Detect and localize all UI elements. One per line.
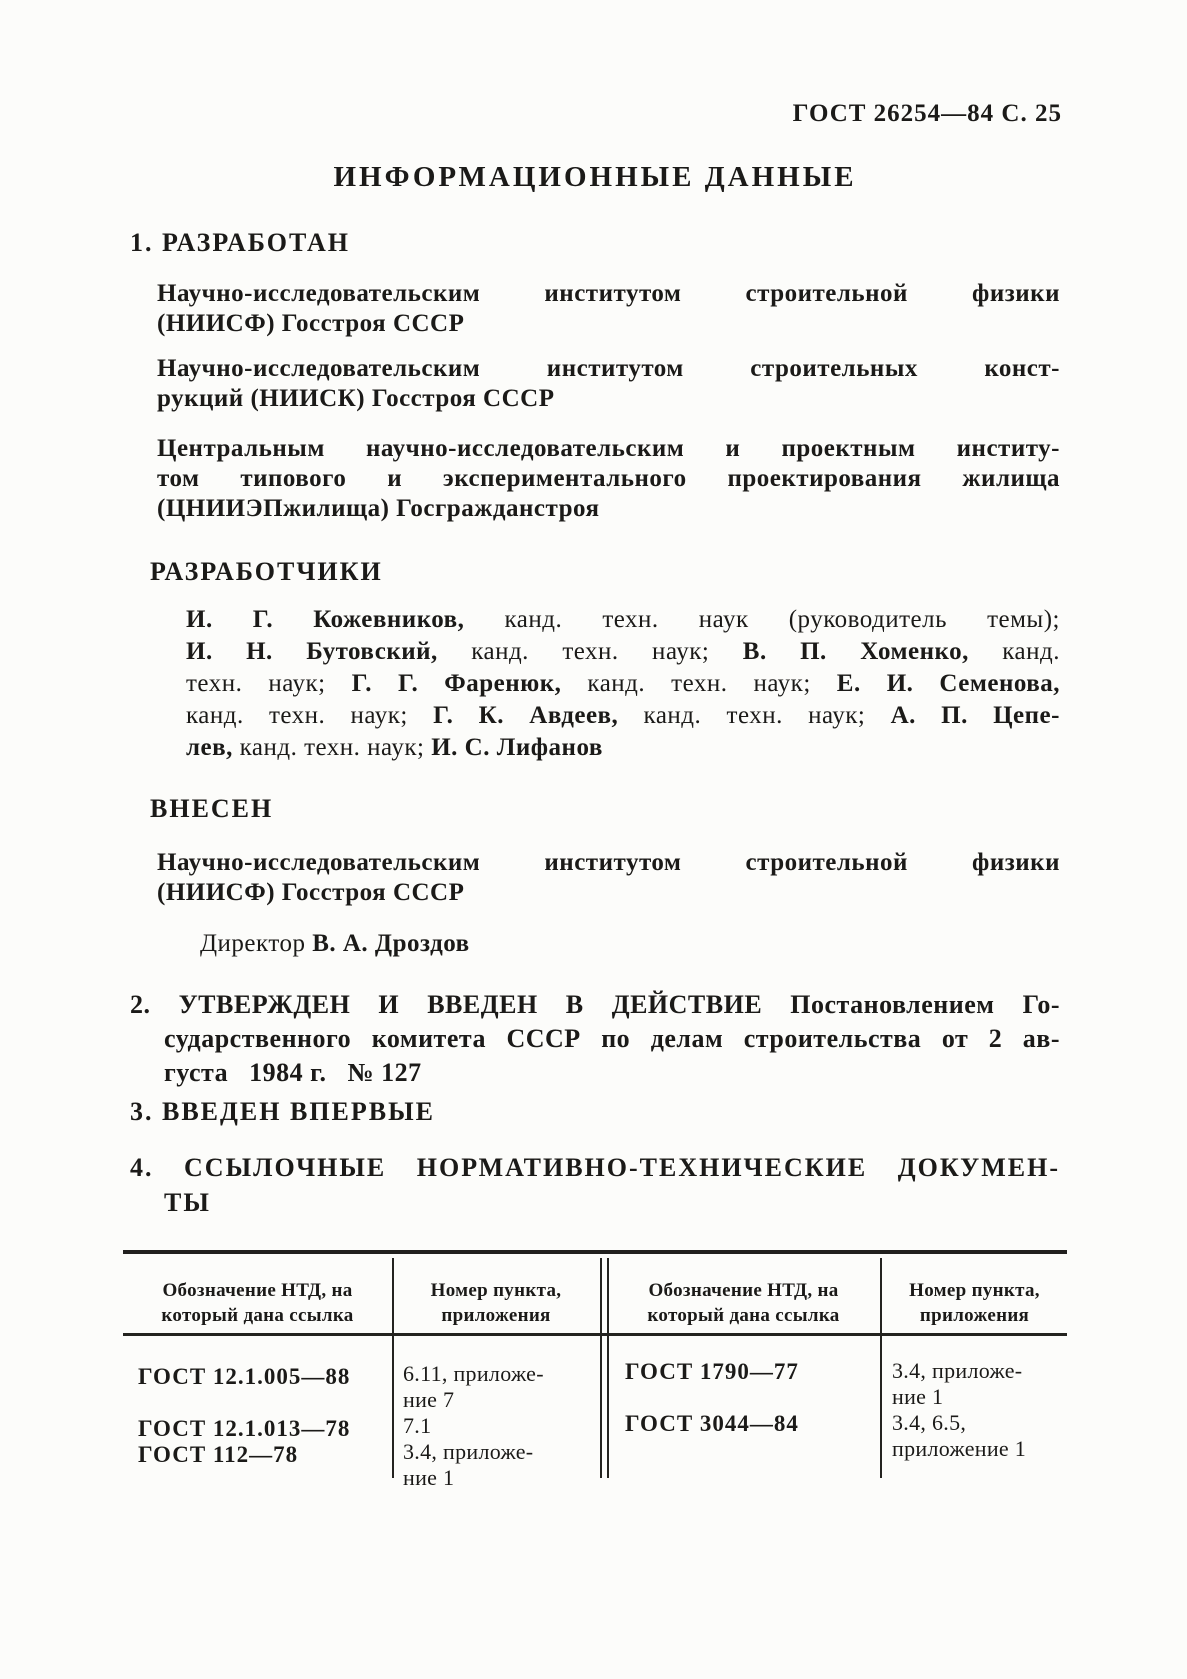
text-line: густа 1984 г. № 127 bbox=[164, 1058, 422, 1087]
table-header-col4 bbox=[882, 1258, 1067, 1333]
table-body-col2 bbox=[403, 1361, 595, 1491]
text-line: ГОСТ 1790—77 bbox=[625, 1359, 799, 1384]
director-line bbox=[200, 930, 900, 958]
text-line bbox=[186, 668, 1060, 700]
table-body-col3 bbox=[625, 1359, 875, 1437]
submitted-heading: ВНЕСЕН bbox=[150, 794, 274, 823]
text-line: 3.4, приложе- bbox=[892, 1358, 1023, 1383]
text-line: 2. УТВЕРЖДЕН И ВВЕДЕН В ДЕЙСТВИЕ Постановлением Го- bbox=[130, 990, 1060, 1019]
table-body-col1 bbox=[138, 1364, 388, 1468]
text-line: Научно-исследовательским институтом строительных конст- bbox=[157, 355, 1060, 382]
text-line: рукций (НИИСК) Госстроя СССР bbox=[157, 385, 555, 412]
text-segment: техн. наук; bbox=[186, 670, 352, 697]
text-segment: канд. техн. наук; bbox=[561, 670, 837, 697]
text-line: который дана ссылка bbox=[647, 1305, 840, 1326]
developers-list bbox=[186, 604, 1060, 764]
text-segment: канд. bbox=[968, 638, 1060, 665]
developed-paragraph-2 bbox=[157, 354, 1060, 414]
text-line: 4. ССЫЛОЧНЫЕ НОРМАТИВНО-ТЕХНИЧЕСКИЕ ДОКУМЕН- bbox=[130, 1153, 1060, 1182]
developed-paragraph-1 bbox=[157, 279, 1060, 339]
text-line: который дана ссылка bbox=[161, 1305, 354, 1326]
text-line: Номер пункта, bbox=[430, 1280, 562, 1301]
text-segment: Е. И. Семенова, bbox=[836, 670, 1060, 697]
table-header-col2 bbox=[394, 1258, 598, 1333]
references-table bbox=[123, 1250, 1067, 1490]
text-line: приложение 1 bbox=[892, 1436, 1027, 1461]
text-line: приложения bbox=[919, 1305, 1030, 1326]
section-4-heading bbox=[130, 1150, 1060, 1220]
text-segment: Директор bbox=[200, 930, 313, 957]
text-segment: канд. техн. наук; bbox=[437, 638, 743, 665]
text-line bbox=[186, 636, 1060, 668]
text-line: Обозначение НТД, на bbox=[648, 1280, 839, 1301]
text-line: 3.4, приложе- bbox=[403, 1439, 534, 1464]
text-line: сударственного комитета СССР по делам строительства от 2 ав- bbox=[164, 1024, 1060, 1053]
text-line bbox=[625, 1385, 875, 1411]
text-segment: лев, bbox=[186, 734, 233, 761]
text-segment: Г. Г. Фаренюк, bbox=[351, 670, 562, 697]
text-line: Номер пункта, bbox=[909, 1280, 1040, 1301]
text-segment: И. Н. Бутовский, bbox=[186, 638, 438, 665]
text-line: Центральным научно-исследовательским и проектным институ- bbox=[157, 435, 1060, 462]
text-line: приложения bbox=[441, 1305, 551, 1326]
submitted-paragraph bbox=[157, 848, 1060, 908]
text-segment: А. П. Цепе- bbox=[890, 702, 1060, 729]
developed-paragraph-3 bbox=[157, 434, 1060, 524]
text-segment: Г. К. Авдеев, bbox=[433, 702, 619, 729]
text-segment: (руководитель темы); bbox=[788, 606, 1060, 633]
text-line: ГОСТ 112—78 bbox=[138, 1442, 299, 1467]
text-line bbox=[200, 930, 900, 958]
text-segment: В. П. Хоменко, bbox=[742, 638, 969, 665]
text-line: ние 7 bbox=[403, 1387, 455, 1412]
text-line: (ЦНИИЭПжилища) Госгражданстроя bbox=[157, 495, 600, 522]
text-line: (НИИСФ) Госстроя СССР bbox=[157, 879, 465, 906]
text-segment: И. С. Лифанов bbox=[431, 734, 603, 761]
table-divider-2a bbox=[600, 1258, 602, 1478]
developers-heading: РАЗРАБОТЧИКИ bbox=[150, 557, 383, 586]
text-segment: канд. техн. наук; bbox=[186, 702, 434, 729]
page-header: ГОСТ 26254—84 С. 25 bbox=[792, 100, 1062, 127]
text-segment: канд. техн. наук; bbox=[618, 702, 891, 729]
text-line bbox=[138, 1390, 388, 1416]
text-line: ГОСТ 12.1.005—88 bbox=[138, 1364, 351, 1389]
text-segment: В. А. Дроздов bbox=[312, 930, 470, 957]
text-line: 7.1 bbox=[403, 1413, 432, 1438]
table-header-col3 bbox=[609, 1258, 878, 1333]
text-line: Научно-исследовательским институтом строительной физики bbox=[157, 280, 1060, 307]
text-line: 6.11, приложе- bbox=[403, 1361, 544, 1386]
document-title: ИНФОРМАЦИОННЫЕ ДАННЫЕ bbox=[333, 161, 857, 193]
table-header-col1 bbox=[123, 1258, 392, 1333]
text-line: ТЫ bbox=[164, 1188, 211, 1217]
text-segment: И. Г. Кожевников, bbox=[186, 606, 465, 633]
text-line: ГОСТ 3044—84 bbox=[625, 1411, 799, 1436]
text-line: ние 1 bbox=[892, 1384, 944, 1409]
section-1-heading: 1. РАЗРАБОТАН bbox=[130, 228, 351, 257]
text-segment: канд. техн. наук; bbox=[232, 734, 432, 761]
text-line: ГОСТ 12.1.013—78 bbox=[138, 1416, 351, 1441]
text-line: Научно-исследовательским институтом строительной физики bbox=[157, 849, 1060, 876]
text-line bbox=[186, 604, 1060, 636]
text-line: ние 1 bbox=[403, 1465, 455, 1490]
text-line: 3.4, 6.5, bbox=[892, 1410, 967, 1435]
text-segment: канд. техн. наук bbox=[464, 606, 789, 633]
section-3-heading: 3. ВВЕДЕН ВПЕРВЫЕ bbox=[130, 1097, 435, 1126]
section-2-paragraph bbox=[130, 988, 1060, 1090]
text-line bbox=[186, 732, 1060, 764]
text-line bbox=[186, 700, 1060, 732]
text-line: (НИИСФ) Госстроя СССР bbox=[157, 310, 465, 337]
text-line: Обозначение НТД, на bbox=[162, 1280, 353, 1301]
text-line: том типового и экспериментального проектирования жилища bbox=[157, 465, 1060, 492]
table-body-col4 bbox=[892, 1358, 1064, 1462]
table-header-separator bbox=[123, 1333, 1067, 1336]
